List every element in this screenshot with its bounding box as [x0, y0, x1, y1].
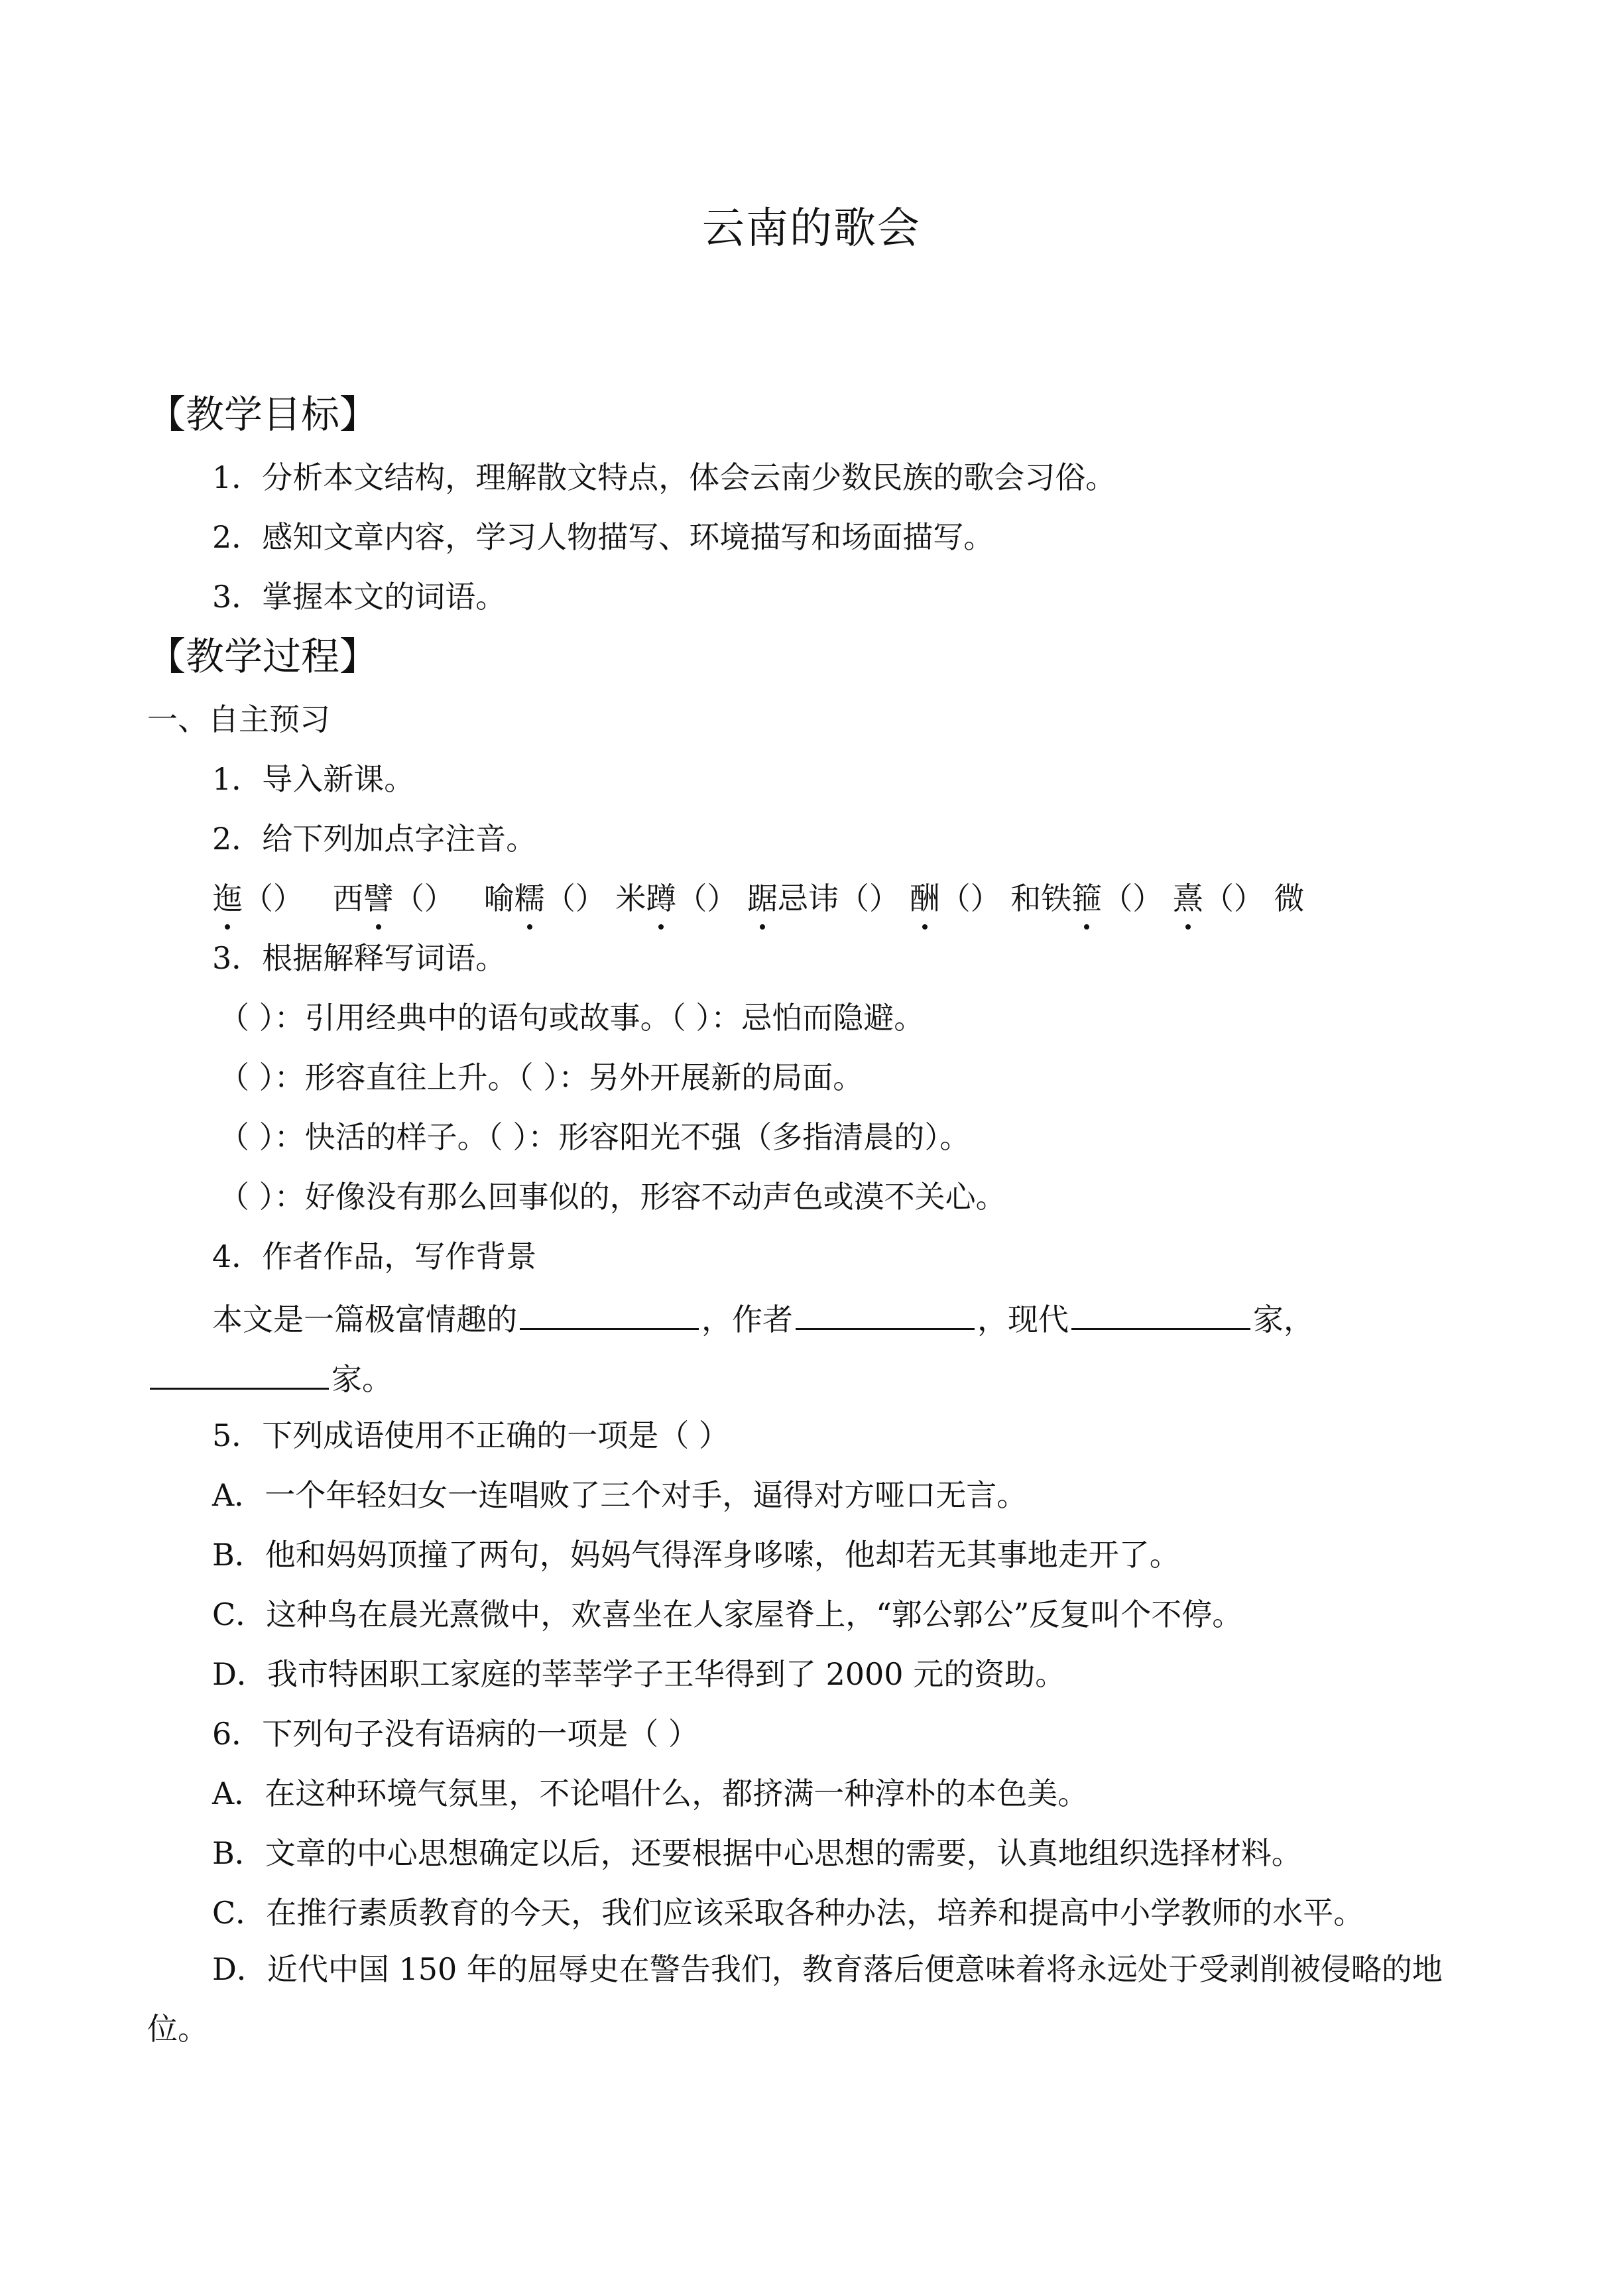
definition-line-3: （ ）：快活的样子。（ ）：形容阳光不强（多指清晨的）。	[219, 1119, 971, 1155]
answer-blank[interactable]	[796, 1301, 975, 1330]
pinyin-word: 喻糯（）	[484, 880, 606, 916]
q5-option-d: D．我市特困职工家庭的莘莘学子王华得到了 2000 元的资助。	[212, 1656, 1066, 1692]
definition-line-4: （ ）：好像没有那么回事似的，形容不动声色或漠不关心。	[219, 1179, 1006, 1215]
goal-3: 3．掌握本文的词语。	[212, 579, 507, 615]
fill-in-paragraph: 本文是一篇极富情趣的 ，作者 ，现代 家，家。	[147, 1290, 1493, 1409]
pinyin-word: 踞忌讳（）	[747, 880, 900, 916]
process-heading: 【教学过程】	[147, 634, 379, 679]
goals-heading: 【教学目标】	[147, 392, 379, 437]
item-2: 2．给下列加点字注音。	[212, 821, 537, 857]
answer-blank[interactable]	[520, 1301, 699, 1330]
pinyin-word: 熹（）	[1173, 880, 1264, 916]
page-title: 云南的歌会	[702, 204, 921, 253]
item-6: 6．下列句子没有语病的一项是（ ）	[212, 1716, 699, 1752]
definition-line-1: （ ）：引用经典中的语句或故事。（ ）：忌怕而隐避。	[219, 1000, 925, 1036]
q5-option-a: A．一个年轻妇女一连唱败了三个对手，逼得对方哑口无言。	[212, 1477, 1028, 1513]
item-3: 3．根据解释写词语。	[212, 940, 507, 976]
pinyin-word: 米蹲（）	[615, 880, 737, 916]
q6-option-b: B．文章的中心思想确定以后，还要根据中心思想的需要，认真地组织选择材料。	[212, 1835, 1302, 1871]
goal-2: 2．感知文章内容，学习人物描写、环境描写和场面描写。	[212, 519, 994, 555]
pinyin-word: 迤（）	[212, 880, 304, 916]
q5-option-c: C．这种鸟在晨光熹微中，欢喜坐在人家屋脊上，“郭公郭公”反复叫个不停。	[212, 1597, 1243, 1632]
item-5: 5．下列成语使用不正确的一项是（ ）	[212, 1418, 729, 1453]
q6-option-a: A．在这种环境气氛里，不论唱什么，都挤满一种淳朴的本色美。	[212, 1776, 1089, 1811]
q6-option-c: C．在推行素质教育的今天，我们应该采取各种办法，培养和提高中小学教师的水平。	[212, 1895, 1364, 1931]
section-self-study: 一、自主预习	[147, 701, 330, 737]
pinyin-word: 酬（）	[910, 880, 1001, 916]
pinyin-word: 和铁箍（）	[1010, 880, 1163, 916]
item-4: 4．作者作品，写作背景	[212, 1239, 537, 1274]
answer-blank[interactable]	[150, 1361, 329, 1390]
item-1: 1．导入新课。	[212, 761, 415, 797]
answer-blank[interactable]	[1071, 1301, 1250, 1330]
definition-line-2: （ ）：形容直往上升。（ ）：另外开展新的局面。	[219, 1059, 864, 1095]
pinyin-word: 西譬（）	[333, 880, 455, 916]
q5-option-b: B．他和妈妈顶撞了两句，妈妈气得浑身哆嗦，他却若无其事地走开了。	[212, 1537, 1180, 1573]
pinyin-word: 微	[1274, 880, 1305, 916]
pinyin-row	[212, 875, 1305, 922]
goal-1: 1．分析本文结构，理解散文特点，体会云南少数民族的歌会习俗。	[212, 459, 1116, 495]
q6-option-d: D．近代中国 150 年的屈辱史在警告我们，教育落后便意味着将永远处于受剥削被侵略的地位。	[147, 1951, 1443, 2047]
